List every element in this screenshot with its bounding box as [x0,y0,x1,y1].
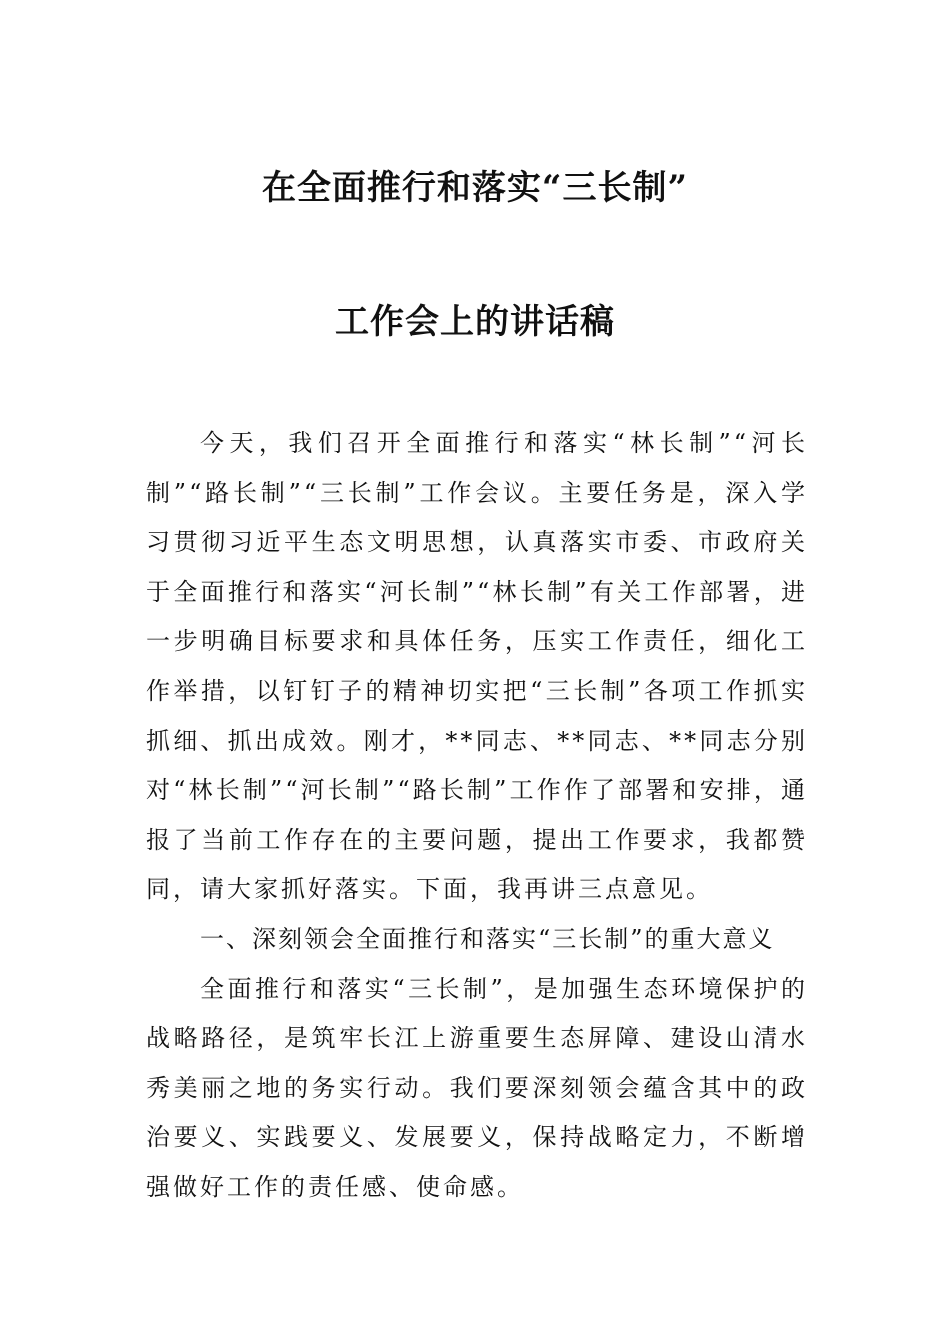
document-title-line-2: 工作会上的讲话稿 [335,302,615,342]
paragraph-opening: 今天，我们召开全面推行和落实“林长制”“河长制”“路长制”“三长制”工作会议。主要任务是，深入学习贯彻习近平生态文明思想，认真落实市委、市政府关于全面推行和落实“河长制”“林长制”有关工作部署，进一步明确目标要求和具体任务，压实工作责任，细化工作举措，以钉钉子的精神切实把“三长制”各项工作抓实抓细、抓出成效。刚才，**同志、**同志、**同志分别对“林长制”“河长制”“路长制”工作作了部署和安排，通报了当前工作存在的主要问题，提出工作要求，我都赞同，请大家抓好落实。下面，我再讲三点意见。 [146,429,808,904]
paragraph-section-1: 全面推行和落实“三长制”，是加强生态环境保护的战略路径，是筑牢长江上游重要生态屏障、建设山清水秀美丽之地的务实行动。我们要深刻领会蕴含其中的政治要义、实践要义、发展要义，保持战略定力，不断增强做好工作的责任感、使命感。 [146,974,808,1201]
section-heading-1: 一、深刻领会全面推行和落实“三长制”的重大意义 [200,924,775,953]
document-body [146,419,808,1213]
document-title-line-1: 在全面推行和落实“三长制” [261,168,689,208]
